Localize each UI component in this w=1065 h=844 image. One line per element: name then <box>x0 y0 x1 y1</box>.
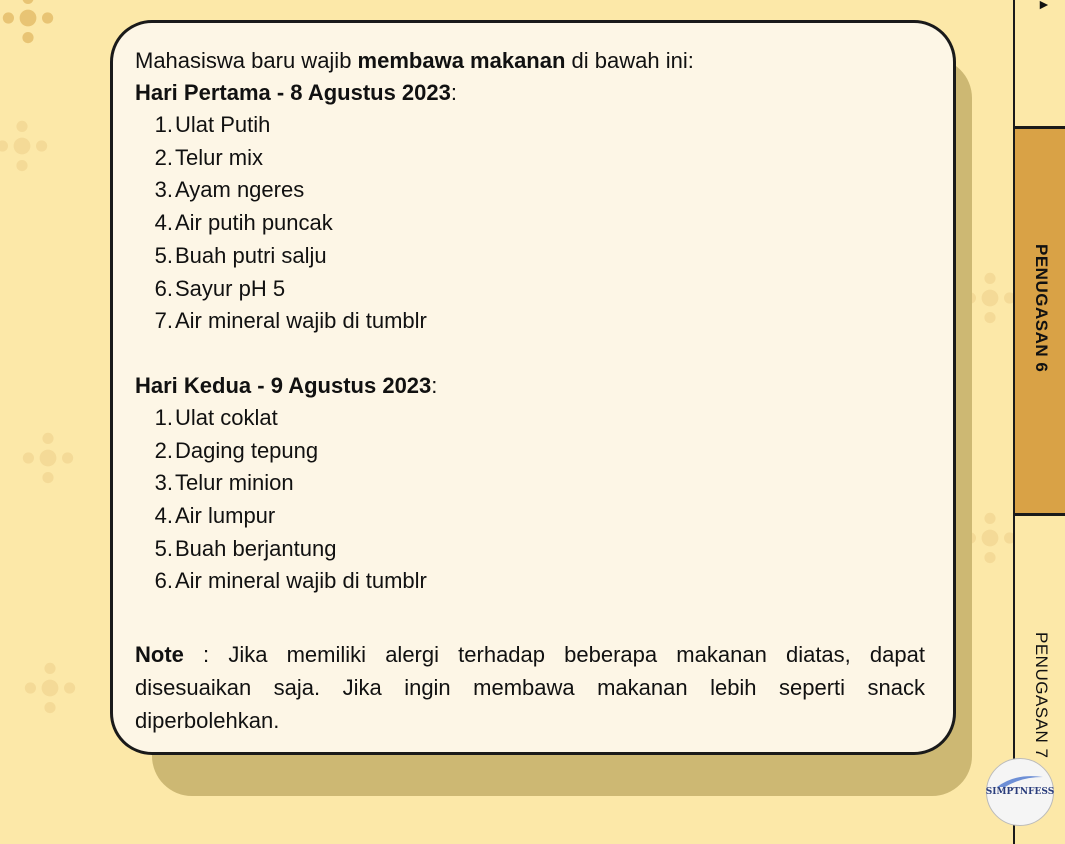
intro-text: Mahasiswa baru wajib membawa makanan di bawah ini: <box>135 48 694 73</box>
list-item: 1. Ulat Putih <box>154 112 271 137</box>
tab-previous-icon: ► <box>1037 0 1051 12</box>
ornament-icon <box>0 118 50 174</box>
note-text: Note : Jika memiliki alergi terhadap beberapa makanan diatas, dapat disesuaikan saja. Jika ingin membawa makanan lebih seperti snack diperbolehkan. <box>135 642 925 734</box>
day2-list <box>135 402 925 598</box>
day1-list <box>135 109 925 338</box>
tab-label: PENUGASAN 7 <box>1032 632 1051 759</box>
ornament-icon <box>22 660 78 716</box>
day2-heading: Hari Kedua - 9 Agustus 2023: <box>135 372 438 398</box>
logo-text: SIMPTNFESS <box>985 787 1055 797</box>
logo-badge-icon <box>986 758 1054 826</box>
tab-label: PENUGASAN 6 <box>1032 244 1051 373</box>
logo-swoosh-icon <box>995 771 1045 789</box>
list-item: 6. Sayur pH 5 <box>154 275 286 301</box>
list-item: 3. Telur minion <box>154 470 294 496</box>
info-card <box>110 20 956 755</box>
list-item: 1. Ulat coklat <box>154 404 278 430</box>
list-item: 4. Air putih puncak <box>154 210 333 236</box>
list-item: 3. Ayam ngeres <box>154 177 305 203</box>
ornament-icon <box>0 0 56 46</box>
card-content <box>135 45 925 737</box>
list-item: 5. Buah putri salju <box>154 242 327 268</box>
list-item: 7. Air mineral wajib di tumblr <box>154 308 427 334</box>
tab-penugasan-6[interactable] <box>1013 127 1065 515</box>
list-item: 2. Daging tepung <box>154 437 319 463</box>
tab-previous[interactable] <box>1013 0 1065 128</box>
list-item: 6. Air mineral wajib di tumblr <box>154 568 427 594</box>
ornament-icon <box>20 430 76 486</box>
note-label: Note <box>135 642 184 668</box>
list-item: 5. Buah berjantung <box>154 535 337 561</box>
intro-bold: membawa makanan <box>357 48 566 73</box>
list-item: 4. Air lumpur <box>154 503 276 529</box>
list-item: 2. Telur mix <box>154 144 264 170</box>
day1-heading: Hari Pertama - 8 Agustus 2023: <box>135 80 457 105</box>
section-tabs <box>1013 0 1065 834</box>
